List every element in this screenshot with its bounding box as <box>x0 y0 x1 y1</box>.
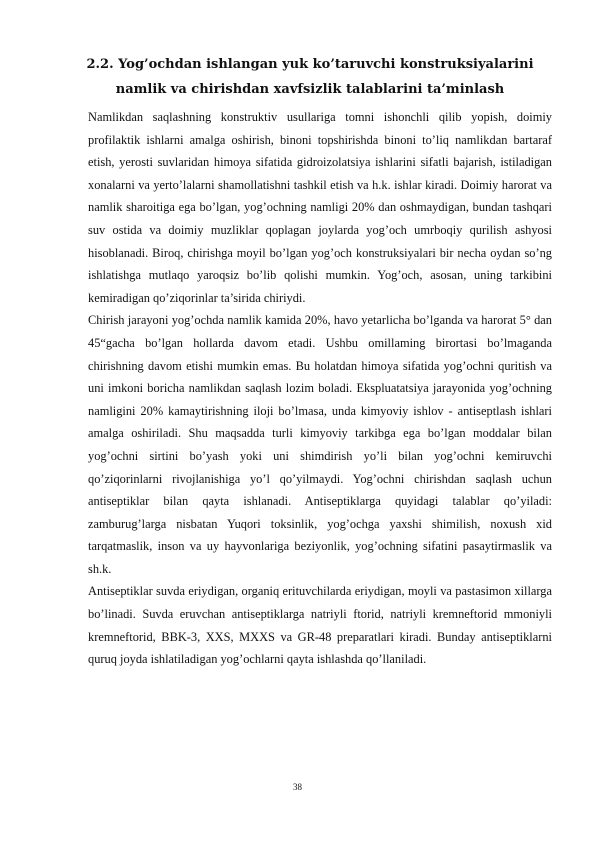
paragraph-moisture-protection: Namlikdan saqlashning konstruktiv usullariga tomni ishonchli qilib yopish, doimiy profilaktik ishlarni amalga oshirish, binoni topshirishda binoni to’liq namlikdan bartaraf etish, yerosti suvlaridan himoya sifatida gidroizolatsiya ishlarini sifatli bajarish, istiladigan xonalarni va yerto’lalarni shamollatishni tashkil etish va h.k. ishlar kiradi. Doimiy harorat va namlik sharoitiga ega bo’lgan, yog’ochning namligi 20% dan oshmaydigan, bundan tashqari suv ostida va doimiy muzliklar qoplagan joylarda yog’och umrboqiy qurilish ashyosi hisoblanadi. Biroq, chirishga moyil bo’lgan yog’och konstruksiyalari bir necha oydan so’ng ishlatishga mutlaqo yaroqsiz bo’lib qolishi mumkin. Yog’och, asosan, uning tarkibini kemiradigan qo’ziqorinlar ta’sirida chiriydi. <box>88 110 552 305</box>
paragraph-decay-process: Chirish jarayoni yog’ochda namlik kamida 20%, havo yetarlicha bo’lganda va harorat 5° dan 45“gacha bo’lgan hollarda davom etadi. Ushbu omillaming birortasi bo’lmaganda chirishning davom etishi mumkin emas. Bu holatdan himoya sifatida yog’ochni quritish va uni imkoni boricha namlikdan saqlash lozim boladi. Ekspluatatsiya jarayonida yog’ochning namligini 20% kamaytirishning iloji bo’lmasa, unda kimyoviy ishlov - antiseptlash ishlari amalga oshiriladi. Shu maqsadda turli kimyoviy tarkibga ega bo’lgan moddalar bilan yog’ochni sirtini bo’yash yoki uni shimdirish yo’li bilan yog’ochni kemiruvchi qo’ziqorinlarni rivojlanishiga yo’l qo’yilmaydi. Yog’ochni chirishdan saqlash uchun antiseptiklar bilan qayta ishlanadi. Antiseptiklarga quyidagi talablar qo’yiladi: zamburug’larga nisbatan Yuqori toksinlik, yog’ochga yaxshi shimilish, noxush xid tarqatmaslik, inson va uy hayvonlariga beziyonlik, yog’ochning sifatini pasaytirmaslik va sh.k. <box>88 313 552 576</box>
section-heading <box>70 52 550 102</box>
section-heading-line-2: namlik va chirishdan xavfsizlik talablarini ta’minlash <box>115 82 505 97</box>
section-heading-line-1: 2.2. Yog’ochdan ishlangan yuk ko’taruvchi konstruksiyalarini <box>86 57 534 72</box>
page-number: 38 <box>293 782 302 792</box>
body-text <box>88 106 552 671</box>
paragraph-antiseptic-types: Antiseptiklar suvda eriydigan, organiq erituvchilarda eriydigan, moyli va pastasimon xillarga bo’linadi. Suvda eruvchan antiseptiklarga natriyli ftorid, natriyli kremneftorid mmoniyli kremneftorid, BBK-3, XXS, MXXS va GR-48 preparatlari kiradi. Bunday antiseptiklarni quruq joyda ishlatiladigan yog’ochlarni qayta ishlashda qo’llaniladi. <box>88 584 552 667</box>
